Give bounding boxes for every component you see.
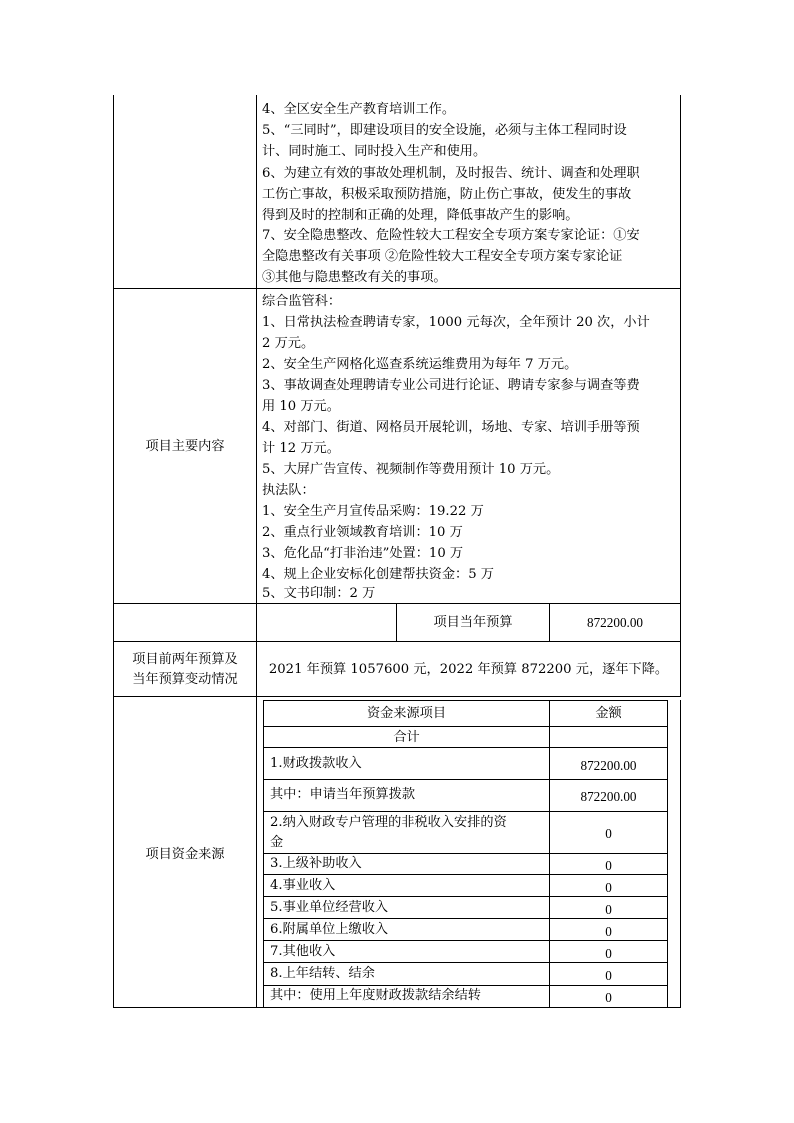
funding-total-label: 合计 xyxy=(393,730,420,745)
funding-row-10-name: 其中：使用上年度财政拨款结余结转 xyxy=(270,988,481,1003)
funding-row-8-amount: 0 xyxy=(605,946,612,961)
prev-budget-text: 2021 年预算 1057600 元，2022 年预算 872200 元，逐年下降。 xyxy=(268,662,669,677)
funding-row-2-amount: 872200.00 xyxy=(580,789,637,804)
funding-row-6-name: 5.事业单位经营收入 xyxy=(270,900,389,915)
row-divider-2 xyxy=(113,603,681,604)
main-line-12: 2、重点行业领域教育培训：10 万 xyxy=(262,525,463,540)
funding-header-amount: 金额 xyxy=(595,706,622,721)
label-column-divider xyxy=(256,95,257,1008)
funding-row-3-name-line1: 2.纳入财政专户管理的非税收入安排的资 xyxy=(270,815,507,830)
funding-row-9-amount: 0 xyxy=(605,968,612,983)
funding-row-2-name: 其中：申请当年预算拨款 xyxy=(270,787,416,802)
top-item-5: 工伤亡事故，积极采取预防措施，防止伤亡事故，使发生的事故 xyxy=(262,187,632,202)
funding-row-7-amount: 0 xyxy=(605,924,612,939)
funding-row-4-name: 3.上级补助收入 xyxy=(270,856,362,871)
funding-row-5-name: 4.事业收入 xyxy=(270,878,336,893)
prev-budget-label-line1: 项目前两年预算及 xyxy=(132,652,238,667)
funding-row-5-amount: 0 xyxy=(605,880,612,895)
funding-row-9-name: 8.上年结转、结余 xyxy=(270,966,375,981)
top-item-7: 7、安全隐患整改、危险性较大工程安全专项方案专家论证：①安 xyxy=(262,228,640,243)
funding-label: 项目资金来源 xyxy=(145,847,225,862)
top-item-6: 得到及时的控制和正确的处理，降低事故产生的影响。 xyxy=(262,208,579,223)
row-divider-4 xyxy=(113,696,681,697)
funding-row-6-amount: 0 xyxy=(605,902,612,917)
budget-label: 项目当年预算 xyxy=(433,615,513,630)
funding-row-1-amount: 872200.00 xyxy=(580,758,637,773)
top-item-9: ③其他与隐患整改有关的事项。 xyxy=(262,270,447,285)
top-item-2: 5、“三同时”，即建设项目的安全设施，必须与主体工程同时设 xyxy=(262,123,627,138)
main-line-6: 用 10 万元。 xyxy=(262,399,340,414)
main-line-11: 1、安全生产月宣传品采购：19.22 万 xyxy=(262,504,484,519)
row-divider-3 xyxy=(113,641,681,642)
main-line-8: 计 12 万元。 xyxy=(262,441,340,456)
budget-value: 872200.00 xyxy=(586,615,644,630)
table-right-border xyxy=(680,95,681,696)
outer-right-border-lower xyxy=(680,700,681,1008)
funding-header-item: 资金来源项目 xyxy=(366,706,447,721)
prev-budget-label-line2: 当年预算变动情况 xyxy=(132,672,238,687)
funding-row-1-name: 1.财政拨款收入 xyxy=(270,756,362,771)
funding-row-3-name-line2: 金 xyxy=(270,835,284,850)
top-item-3: 计、同时施工、同时投入生产和使用。 xyxy=(262,144,487,159)
funding-row-10-amount: 0 xyxy=(605,990,612,1005)
inner-top-border xyxy=(263,700,668,701)
top-item-4: 6、为建立有效的事故处理机制，及时报告、统计、调查和处理职 xyxy=(262,166,640,181)
funding-row-3-amount: 0 xyxy=(605,826,612,841)
main-line-14: 4、规上企业安标化创建帮扶资金：5 万 xyxy=(262,567,494,582)
funding-row-8-name: 7.其他收入 xyxy=(270,944,336,959)
table-left-border xyxy=(113,95,114,1008)
funding-row-7-name: 6.附属单位上缴收入 xyxy=(270,922,389,937)
main-line-5: 3、事故调查处理聘请专业公司进行论证、聘请专家参与调查等费 xyxy=(262,378,640,393)
main-line-2: 1、日常执法检查聘请专家，1000 元每次，全年预计 20 次，小计 xyxy=(262,315,650,330)
top-item-8: 全隐患整改有关事项 ②危险性较大工程安全专项方案专家论证 xyxy=(262,249,623,264)
main-line-4: 2、安全生产网格化巡查系统运维费用为每年 7 万元。 xyxy=(262,357,578,372)
main-line-1: 综合监管科： xyxy=(262,294,342,309)
top-item-1: 4、全区安全生产教育培训工作。 xyxy=(262,102,456,117)
main-line-10: 执法队： xyxy=(262,483,315,498)
main-line-9: 5、大屏广告宣传、视频制作等费用预计 10 万元。 xyxy=(262,462,560,477)
main-line-7: 4、对部门、街道、网格员开展轮训，场地、专家、培训手册等预 xyxy=(262,420,640,435)
main-line-3: 2 万元。 xyxy=(262,336,315,351)
main-line-13: 3、危化品“打非治违”处置：10 万 xyxy=(262,546,464,561)
main-content-label: 项目主要内容 xyxy=(145,439,225,454)
funding-row-4-amount: 0 xyxy=(605,858,612,873)
main-line-15: 5、文书印制：2 万 xyxy=(262,586,376,601)
inner-row-divider-1 xyxy=(263,779,668,780)
